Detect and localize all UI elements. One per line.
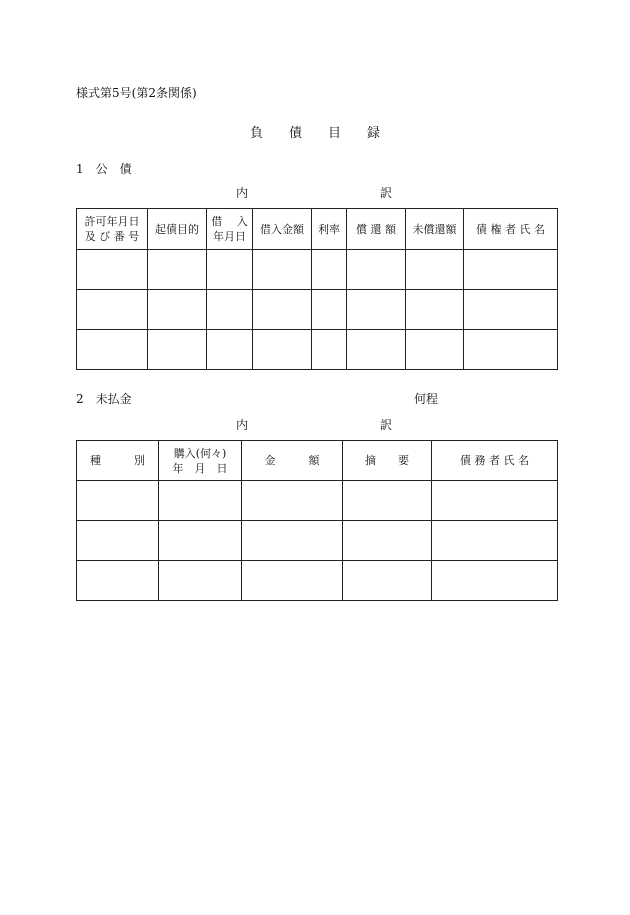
table-cell: [242, 481, 343, 521]
table-row: [77, 561, 558, 601]
header-amount: [242, 441, 343, 481]
table-cell: [432, 521, 558, 561]
header-line: 利率: [318, 222, 340, 236]
table-row: [77, 481, 558, 521]
header-creditor-name: [464, 209, 558, 250]
section-2-heading: 2 未払金: [76, 392, 132, 406]
table-cell: [432, 561, 558, 601]
table-cell: [77, 521, 159, 561]
form-number-label: 様式第5号(第2条関係): [76, 86, 197, 100]
header-unrepaid-amount: [406, 209, 464, 250]
table-cell: [406, 250, 464, 290]
header-repaid-amount: [347, 209, 406, 250]
table-cell: [207, 330, 253, 370]
table-cell: [464, 290, 558, 330]
table-row: [77, 521, 558, 561]
section-1-breakdown-right: 訳: [380, 186, 393, 200]
section-2-breakdown-right: 訳: [380, 418, 393, 432]
table-cell: [207, 290, 253, 330]
table-cell: [343, 561, 432, 601]
section-2-amount-label: 何程: [414, 392, 439, 406]
table-cell: [242, 561, 343, 601]
header-line: 借入金額: [260, 222, 304, 236]
header-borrow-date: [207, 209, 253, 250]
section-2-breakdown-left: 内: [236, 418, 249, 432]
table-cell: [406, 330, 464, 370]
table-cell: [347, 250, 406, 290]
header-purchase-date: [159, 441, 242, 481]
header-debtor-name: [432, 441, 558, 481]
table-cell: [253, 330, 312, 370]
header-line: 未償還額: [412, 222, 457, 236]
table-cell: [77, 561, 159, 601]
header-summary: [343, 441, 432, 481]
table-cell: [312, 330, 347, 370]
table-row: [77, 250, 558, 290]
table-cell: [312, 290, 347, 330]
header-line: 摘 要: [365, 454, 409, 467]
table-cell: [432, 481, 558, 521]
table-row: [77, 290, 558, 330]
table-cell: [77, 250, 148, 290]
header-line: 年 月 日: [172, 461, 228, 475]
table-cell: [148, 290, 207, 330]
table-cell: [148, 330, 207, 370]
table-cell: [148, 250, 207, 290]
header-line: 債 務 者 氏 名: [460, 454, 529, 467]
table-cell: [253, 290, 312, 330]
header-line: 借 入: [211, 215, 248, 228]
table-cell: [77, 481, 159, 521]
table-cell: [207, 250, 253, 290]
table-row: [77, 330, 558, 370]
table-cell: [159, 561, 242, 601]
header-line: 債 権 者 氏 名: [476, 222, 545, 236]
table-cell: [312, 250, 347, 290]
unpaid-header-row: [77, 441, 558, 481]
public-debt-header-row: [77, 209, 558, 250]
table-cell: [159, 481, 242, 521]
table-cell: [464, 330, 558, 370]
table-cell: [343, 481, 432, 521]
table-cell: [464, 250, 558, 290]
header-interest-rate: [312, 209, 347, 250]
table-cell: [253, 250, 312, 290]
section-1-heading: 1 公 債: [76, 162, 132, 176]
header-category: [77, 441, 159, 481]
header-line: 金 額: [264, 454, 320, 467]
header-line: 許可年月日: [84, 215, 140, 228]
header-line: 起債目的: [155, 222, 199, 236]
table-cell: [159, 521, 242, 561]
table-cell: [347, 330, 406, 370]
public-debt-table: [76, 208, 558, 370]
header-line: 年月日: [213, 230, 246, 243]
header-line: 及 び 番 号: [84, 230, 140, 243]
table-cell: [406, 290, 464, 330]
header-borrowed-amount: [253, 209, 312, 250]
table-cell: [343, 521, 432, 561]
header-line: 種 別: [90, 454, 145, 467]
table-cell: [77, 330, 148, 370]
header-line: 償 還 額: [356, 222, 396, 236]
document-title: 負 債 目 録: [249, 126, 380, 141]
header-line: 購入(何々): [173, 446, 227, 460]
unpaid-table: [76, 440, 558, 601]
table-cell: [242, 521, 343, 561]
section-1-breakdown-left: 内: [236, 186, 249, 200]
table-cell: [347, 290, 406, 330]
header-bond-purpose: [148, 209, 207, 250]
header-permit-date-number: [77, 209, 148, 250]
table-cell: [77, 290, 148, 330]
